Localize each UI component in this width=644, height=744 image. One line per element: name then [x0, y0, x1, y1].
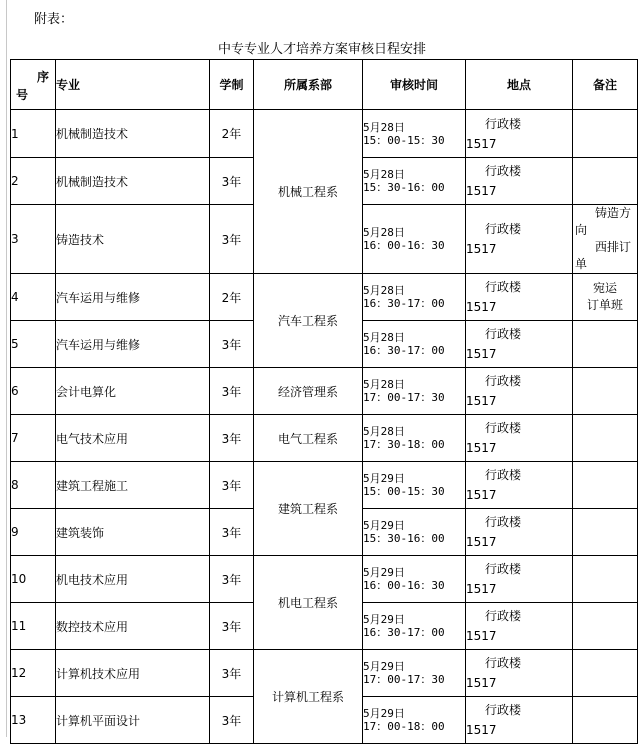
row-location [466, 603, 573, 650]
review-date: 5月28日 [363, 168, 405, 181]
row-review-time [363, 415, 466, 462]
row-duration: 3年 [210, 603, 254, 650]
row-department: 建筑工程系 [254, 462, 363, 556]
remark-text: 西排订 [594, 240, 631, 254]
row-review-time [363, 556, 466, 603]
row-major: 建筑工程施工 [56, 462, 210, 509]
location-building: 行政楼 [485, 562, 522, 576]
review-date: 5月28日 [363, 284, 405, 297]
row-major: 汽车运用与维修 [56, 321, 210, 368]
row-location [466, 462, 573, 509]
location-room: 1517 [466, 394, 497, 408]
row-remarks [573, 650, 638, 697]
row-duration: 3年 [210, 697, 254, 744]
review-period: 17：30-18：00 [363, 438, 445, 451]
location-room: 1517 [466, 242, 497, 256]
location-room: 1517 [466, 441, 497, 455]
row-review-time [363, 697, 466, 744]
row-number: 3 [11, 205, 56, 274]
review-date: 5月29日 [363, 707, 405, 720]
row-location [466, 321, 573, 368]
schedule-table [10, 59, 638, 744]
row-major: 计算机技术应用 [56, 650, 210, 697]
review-date: 5月28日 [363, 120, 405, 134]
review-period: 16：00-16：30 [363, 239, 445, 252]
header-seq-top: 序 [36, 70, 49, 84]
row-remarks [573, 556, 638, 603]
row-major: 汽车运用与维修 [56, 274, 210, 321]
remark-text: 单 [575, 257, 588, 271]
row-major: 机电技术应用 [56, 556, 210, 603]
location-room: 1517 [466, 629, 497, 643]
row-location [466, 415, 573, 462]
row-number: 7 [11, 415, 56, 462]
row-number: 10 [11, 556, 56, 603]
location-room: 1517 [466, 347, 497, 361]
left-margin-line [6, 0, 7, 737]
row-review-time [363, 321, 466, 368]
row-duration: 3年 [210, 556, 254, 603]
row-duration: 3年 [210, 415, 254, 462]
row-remarks [573, 415, 638, 462]
review-period: 15：30-16：00 [363, 532, 445, 545]
location-room: 1517 [466, 582, 497, 596]
review-period: 17：00-17：30 [363, 391, 445, 404]
table-row [11, 415, 638, 462]
row-location [466, 110, 573, 158]
row-review-time [363, 368, 466, 415]
location-room: 1517 [466, 488, 497, 502]
review-period: 17：00-17：30 [363, 673, 445, 686]
location-building: 行政楼 [485, 468, 522, 482]
row-location [466, 368, 573, 415]
row-department: 汽车工程系 [254, 274, 363, 368]
location-room: 1517 [466, 300, 497, 314]
row-major: 数控技术应用 [56, 603, 210, 650]
location-room: 1517 [466, 723, 497, 737]
attachment-label: 附表： [34, 12, 74, 27]
row-duration: 3年 [210, 158, 254, 205]
review-date: 5月28日 [363, 378, 405, 391]
row-review-time [363, 509, 466, 556]
row-number: 6 [11, 368, 56, 415]
row-duration: 3年 [210, 509, 254, 556]
header-seq [11, 60, 56, 110]
row-duration: 3年 [210, 650, 254, 697]
row-duration: 3年 [210, 462, 254, 509]
row-department: 机电工程系 [254, 556, 363, 650]
review-date: 5月29日 [363, 660, 405, 673]
location-building: 行政楼 [485, 609, 522, 623]
row-location [466, 274, 573, 321]
row-department: 计算机工程系 [254, 650, 363, 744]
row-review-time [363, 158, 466, 205]
review-date: 5月29日 [363, 472, 405, 485]
remark-text: 向 [575, 223, 588, 237]
row-remarks [573, 697, 638, 744]
header-seq-bottom: 号 [16, 88, 29, 102]
header-remarks: 备注 [573, 60, 638, 110]
review-period: 17：00-18：00 [363, 720, 445, 733]
row-number: 11 [11, 603, 56, 650]
review-date: 5月28日 [363, 226, 405, 239]
row-major: 建筑装饰 [56, 509, 210, 556]
table-row [11, 274, 638, 321]
row-remarks [573, 603, 638, 650]
location-room: 1517 [466, 184, 497, 198]
row-remarks [573, 368, 638, 415]
review-period: 16：00-16：30 [363, 579, 445, 592]
row-remarks [573, 205, 638, 274]
review-date: 5月29日 [363, 613, 405, 626]
row-review-time [363, 274, 466, 321]
row-review-time [363, 462, 466, 509]
review-period: 15：00-15：30 [363, 485, 445, 498]
row-number: 13 [11, 697, 56, 744]
header-location: 地点 [466, 60, 573, 110]
row-duration: 3年 [210, 321, 254, 368]
row-location [466, 158, 573, 205]
review-date: 5月28日 [363, 331, 405, 344]
row-location [466, 650, 573, 697]
row-major: 计算机平面设计 [56, 697, 210, 744]
review-period: 16：30-17：00 [363, 626, 445, 639]
page-title: 中专专业人才培养方案审核日程安排 [217, 42, 426, 57]
row-remarks [573, 509, 638, 556]
row-number: 5 [11, 321, 56, 368]
location-room: 1517 [466, 535, 497, 549]
table-row [11, 110, 638, 158]
row-remarks [573, 321, 638, 368]
row-duration: 2年 [210, 274, 254, 321]
remark-text: 宛运 [592, 281, 617, 295]
row-number: 9 [11, 509, 56, 556]
row-number: 2 [11, 158, 56, 205]
location-building: 行政楼 [485, 327, 522, 341]
row-review-time [363, 603, 466, 650]
table-header-row [11, 60, 638, 110]
location-building: 行政楼 [485, 164, 522, 178]
row-remarks [573, 110, 638, 158]
row-duration: 3年 [210, 205, 254, 274]
row-remarks [573, 274, 638, 321]
row-major: 电气技术应用 [56, 415, 210, 462]
table-row [11, 650, 638, 697]
header-major: 专业 [56, 60, 210, 110]
location-room: 1517 [466, 676, 497, 690]
row-major: 会计电算化 [56, 368, 210, 415]
row-remarks [573, 462, 638, 509]
row-review-time [363, 205, 466, 274]
row-duration: 2年 [210, 110, 254, 158]
row-remarks [573, 158, 638, 205]
review-date: 5月29日 [363, 566, 405, 579]
location-building: 行政楼 [485, 374, 522, 388]
remark-text: 铸造方 [594, 206, 631, 220]
row-major: 机械制造技术 [56, 158, 210, 205]
location-building: 行政楼 [485, 656, 522, 670]
location-building: 行政楼 [485, 515, 522, 529]
row-review-time [363, 110, 466, 158]
row-number: 4 [11, 274, 56, 321]
table-row [11, 462, 638, 509]
row-location [466, 205, 573, 274]
row-major: 机械制造技术 [56, 110, 210, 158]
location-building: 行政楼 [485, 222, 522, 236]
row-location [466, 556, 573, 603]
header-duration: 学制 [210, 60, 254, 110]
location-building: 行政楼 [485, 703, 522, 717]
location-building: 行政楼 [485, 116, 522, 131]
row-review-time [363, 650, 466, 697]
location-building: 行政楼 [485, 280, 522, 294]
header-department: 所属系部 [254, 60, 363, 110]
review-period: 15：00-15：30 [363, 133, 445, 147]
review-date: 5月28日 [363, 425, 405, 438]
remark-text: 订单班 [586, 298, 623, 312]
review-period: 16：30-17：00 [363, 297, 445, 310]
row-department: 经济管理系 [254, 368, 363, 415]
review-period: 15：30-16：00 [363, 181, 445, 194]
location-room: 1517 [466, 136, 497, 151]
row-number: 12 [11, 650, 56, 697]
table-row [11, 556, 638, 603]
row-number: 8 [11, 462, 56, 509]
review-date: 5月29日 [363, 519, 405, 532]
row-major: 铸造技术 [56, 205, 210, 274]
row-department: 电气工程系 [254, 415, 363, 462]
review-period: 16：30-17：00 [363, 344, 445, 357]
location-building: 行政楼 [485, 421, 522, 435]
row-location [466, 509, 573, 556]
table-row [11, 368, 638, 415]
row-duration: 3年 [210, 368, 254, 415]
row-location [466, 697, 573, 744]
row-department: 机械工程系 [254, 110, 363, 274]
row-number: 1 [11, 110, 56, 158]
header-review-time: 审核时间 [363, 60, 466, 110]
